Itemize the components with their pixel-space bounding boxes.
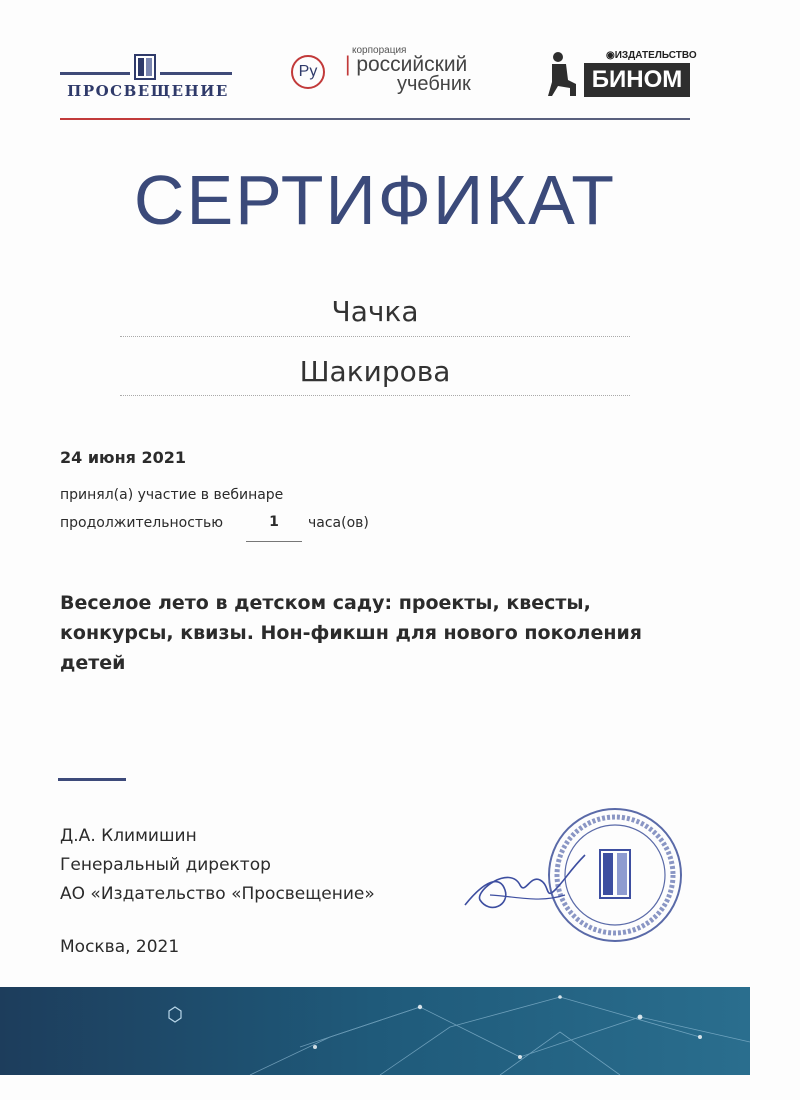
- binom-top-text: ИЗДАТЕЛЬСТВО: [614, 50, 697, 61]
- seated-figure-icon: [546, 50, 580, 98]
- signature-divider: [58, 778, 126, 781]
- handwritten-signature: [460, 845, 600, 925]
- ru-mark-icon: Ру: [291, 55, 325, 89]
- logo-line-right: [160, 72, 232, 75]
- binom-publisher-label: ◉ИЗДАТЕЛЬСТВО: [606, 50, 697, 61]
- ru-logo-line2: учебник: [397, 73, 471, 95]
- prosveshchenie-logo-text: ПРОСВЕЩЕНИЕ: [67, 82, 229, 100]
- ru-logo-small-text: корпорация: [352, 45, 407, 56]
- ru-logo-line1-text: российский: [356, 53, 468, 76]
- binom-name: БИНОМ: [584, 63, 690, 97]
- participation-text: принял(а) участие в вебинаре: [60, 487, 284, 503]
- header-divider: [60, 118, 690, 120]
- certificate-title: СЕРТИФИКАТ: [133, 161, 617, 239]
- logo-line-left: [60, 72, 130, 75]
- last-name-underline: [120, 395, 630, 397]
- signatory-position: Генеральный директор: [60, 855, 271, 875]
- first-name: Чачка: [331, 295, 419, 328]
- duration-unit: часа(ов): [308, 515, 369, 531]
- signatory-name: Д.А. Климишин: [60, 826, 197, 846]
- signatory-organization: АО «Издательство «Просвещение»: [60, 884, 375, 904]
- ru-logo-line1: | российский: [345, 53, 468, 76]
- header-divider-accent: [60, 118, 150, 120]
- book-emblem-icon: [134, 54, 156, 80]
- last-name: Шакирова: [299, 355, 451, 388]
- footer-decoration: [0, 987, 750, 1075]
- duration-underline: [246, 541, 302, 542]
- duration-label: продолжительностью: [60, 515, 224, 531]
- first-name-underline: [120, 336, 630, 338]
- duration-value: 1: [269, 514, 279, 530]
- place-year: Москва, 2021: [60, 937, 180, 957]
- signatory-block: [60, 822, 375, 909]
- event-date: 24 июня 2021: [60, 448, 187, 467]
- webinar-title: Веселое лето в детском саду: проекты, квесты, конкурсы, квизы. Нон-фикшн для нового поколения детей: [60, 592, 642, 674]
